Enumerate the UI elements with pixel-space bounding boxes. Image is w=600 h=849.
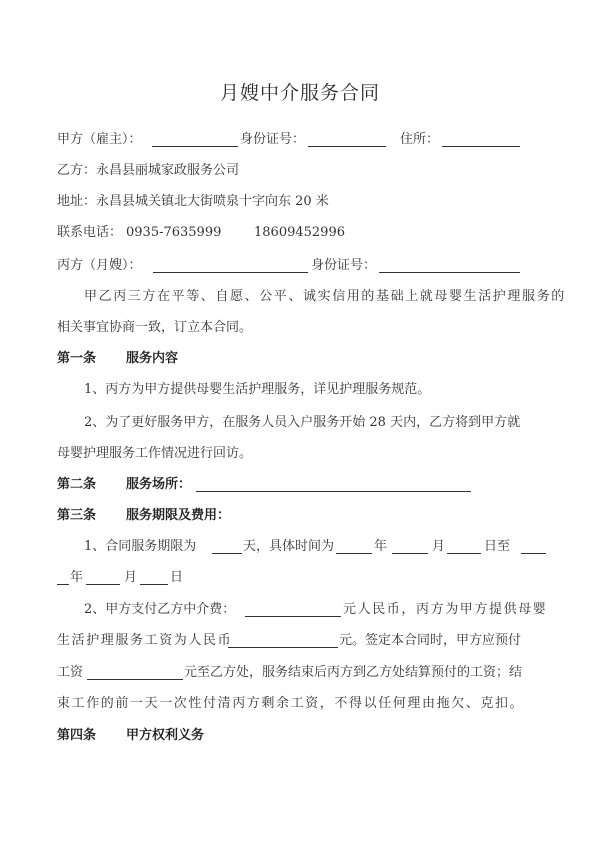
- term-specific-label: 天，具体时间为: [243, 539, 335, 554]
- end-year-blank-part-2: [57, 584, 69, 585]
- prepay-label: 工资: [57, 665, 84, 680]
- article-1-item-1: 1、丙方为甲方提供母婴生活护理服务，详见护理服务规范。: [84, 382, 431, 397]
- article-1-item-2-line-2: 母婴护理服务工作情况进行回访。: [57, 446, 253, 461]
- term-label: 1、合同服务期限为: [84, 539, 197, 554]
- end-day-blank: [140, 584, 168, 585]
- party-a-address-label: 住所：: [400, 132, 440, 147]
- start-month-label: 月: [432, 539, 446, 554]
- party-c-name-blank: [153, 272, 308, 273]
- prepay-tail: 元至乙方处，服务结束后丙方到乙方处结算预付的工资；结: [184, 665, 523, 680]
- prepay-blank: [87, 679, 183, 680]
- party-a-id-label: 身份证号：: [240, 132, 306, 147]
- phone-number-1: 0935-7635999: [126, 225, 222, 240]
- article-1-item-2-line-1: 2、为了更好服务甲方，在服务人员入户服务开始 28 天内，乙方将到甲方就: [84, 415, 521, 430]
- end-day-label: 日: [170, 570, 184, 585]
- party-a-address-blank: [442, 146, 520, 147]
- article-2-heading: 第二条: [57, 477, 97, 492]
- agency-fee-blank: [245, 616, 341, 617]
- article-4-title: 甲方权利义务: [126, 728, 205, 743]
- party-c-label: 丙方（月嫂）：: [57, 258, 142, 273]
- intro-line-2: 相关事宜协商一致，订立本合同。: [57, 320, 253, 335]
- intro-line-1: 甲乙丙三方在平等、自愿、公平、诚实信用的基础上就母婴生活护理服务的: [84, 289, 566, 304]
- party-a-label: 甲方（雇主）：: [57, 132, 142, 147]
- start-month-blank: [392, 553, 428, 554]
- agency-fee-label: 2、甲方支付乙方中介费：: [84, 602, 236, 617]
- article-1-heading: 第一条: [57, 351, 97, 366]
- page-title: 月嫂中介服务合同: [219, 82, 380, 104]
- term-days-blank: [212, 553, 242, 554]
- phone-label: 联系电话：: [57, 225, 123, 240]
- party-a-name-blank: [152, 146, 238, 147]
- wage-label: 生活护理服务工资为人民币: [57, 633, 233, 648]
- article-1-title: 服务内容: [126, 351, 179, 366]
- end-year-blank-part-1: [521, 553, 546, 554]
- article-2-title: 服务场所：: [126, 477, 192, 492]
- start-day-blank: [447, 553, 481, 554]
- start-year-blank: [336, 553, 372, 554]
- article-4-heading: 第四条: [57, 728, 97, 743]
- party-a-id-blank: [308, 146, 386, 147]
- end-month-blank: [86, 584, 120, 585]
- service-location-blank: [196, 491, 471, 492]
- start-day-to-label: 日至: [484, 539, 511, 554]
- end-month-label: 月: [124, 570, 138, 585]
- start-year-label: 年: [374, 539, 388, 554]
- party-c-id-blank: [379, 272, 520, 273]
- wage-tail: 元。签定本合同时，甲方应预付: [339, 633, 522, 648]
- party-c-id-label: 身份证号：: [311, 258, 377, 273]
- end-year-label: 年: [70, 570, 84, 585]
- wage-blank: [228, 647, 338, 648]
- party-b-line: 乙方：永昌县丽城家政服务公司: [57, 163, 240, 178]
- article-3-heading: 第三条: [57, 508, 97, 523]
- address-line: 地址：永昌县城关镇北大街喷泉十字向东 20 米: [57, 194, 329, 209]
- settlement-line: 束工作的前一天一次性付清丙方剩余工资，不得以任何理由拖欠、克扣。: [57, 696, 525, 711]
- phone-number-2: 18609452996: [254, 225, 345, 240]
- agency-fee-tail: 元人民币，丙方为甲方提供母婴: [343, 602, 548, 617]
- article-3-title: 服务期限及费用：: [126, 508, 231, 523]
